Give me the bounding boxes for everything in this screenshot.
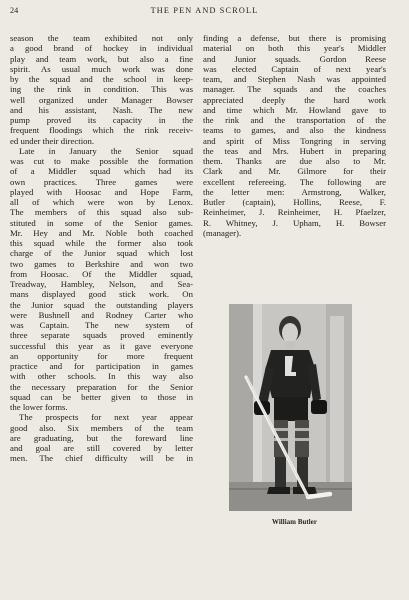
text-line: finding a defense, but there is promising bbox=[203, 33, 386, 43]
text-line: the teas and Mrs. Hubert in preparing bbox=[203, 145, 386, 156]
text-line: (manager). bbox=[203, 227, 242, 238]
text-line: charge of the Junior squad which lost bbox=[10, 248, 193, 259]
text-line: were Bushnell and Rodney Carter who bbox=[10, 309, 193, 320]
text-line: team, and Stephen Nash was appointed bbox=[203, 74, 386, 84]
text-line: material on both this year's Middler bbox=[203, 43, 386, 54]
text-line: and goal are still covered by letter bbox=[10, 443, 193, 453]
text-line: with other schools. In this way also bbox=[10, 371, 193, 382]
text-line: are graduating, but the foreward line bbox=[10, 432, 193, 443]
text-line: Late in January the Senior squad bbox=[19, 145, 193, 156]
text-line: and Junior squads. Gordon Reese bbox=[203, 53, 386, 64]
text-line: stituted in some of the Senior games. bbox=[10, 217, 193, 228]
text-line: by the squad and the school in keep- bbox=[10, 74, 193, 84]
text-line: excellent refereeing. The following are bbox=[203, 176, 386, 187]
text-line: ing the rink in condition. This was bbox=[10, 84, 193, 95]
text-line: from Hoosac. Of the Middler squad, bbox=[10, 268, 193, 279]
text-line: of a Middler squad which had its bbox=[10, 166, 193, 177]
text-line: the necessary preparation for the Senior bbox=[10, 381, 193, 392]
text-line: spirit. As usual much work was done bbox=[10, 63, 193, 74]
text-line: a good brand of hockey in individual bbox=[10, 43, 193, 54]
text-line: frequent floodings which the rink receiv- bbox=[10, 125, 193, 136]
text-line: practice and for participation in games bbox=[10, 361, 193, 371]
text-line: successful this year as it gave everyone bbox=[10, 340, 193, 351]
text-line: was cut to make possible the formation bbox=[10, 156, 193, 166]
text-line: appreciated deeply the hard work bbox=[203, 94, 386, 105]
photo-caption: William Butler bbox=[272, 519, 317, 526]
text-line: Clark and Mr. Gilmore for their bbox=[203, 166, 386, 177]
hockey-player-illustration bbox=[229, 304, 352, 511]
text-line: The prospects for next year appear bbox=[19, 412, 193, 423]
text-line: R. Whitney, J. Upham, H. Bowser bbox=[203, 217, 386, 228]
left-text-column bbox=[10, 33, 193, 464]
text-line: this squad while the former also took bbox=[10, 238, 193, 248]
text-line: men. The chief difficulty will be in bbox=[10, 453, 193, 464]
text-line: Treadway, Hambley, Nelson, and Sea- bbox=[10, 279, 193, 289]
text-line: and spirit of Miss Tongring in serving bbox=[203, 135, 386, 146]
text-line: an opportunity for more frequent bbox=[10, 350, 193, 361]
text-line: play and team work, but also a fine bbox=[10, 53, 193, 64]
text-line: mans displayed good stick work. On bbox=[10, 289, 193, 300]
text-line: the letter men: Armstrong, Walker, bbox=[203, 186, 386, 197]
running-title: THE PEN AND SCROLL bbox=[150, 6, 259, 15]
text-line: two games to Berkshire and won two bbox=[10, 258, 193, 269]
text-line: all of which were won by Lenox. bbox=[10, 197, 193, 207]
text-line: manager. The squads and the coaches bbox=[203, 84, 386, 95]
text-line: and his assistant, Nash. The new bbox=[10, 104, 193, 115]
text-line: Butler (captain), Hollins, Reese, F. bbox=[203, 197, 386, 207]
text-line: Reinheimer, J. Reinheimer, H. Pfaelzer, bbox=[203, 207, 386, 218]
text-line: played with Hoosac and Hope Farm, bbox=[10, 186, 193, 197]
text-line: teams to games, and also the kindness bbox=[203, 125, 386, 136]
text-line: three separate squads proved eminently bbox=[10, 330, 193, 341]
hockey-player-photo bbox=[229, 304, 352, 511]
text-line: and time which Mr. Howland gave to bbox=[203, 104, 386, 115]
text-line: Mr. Hey and Mr. Noble both coached bbox=[10, 227, 193, 238]
text-line: was Captain. The new system of bbox=[10, 320, 193, 330]
text-line: the rink and the transportation of the bbox=[203, 115, 386, 125]
text-line: them. Thanks are due also to Mr. bbox=[203, 156, 386, 166]
text-line: season the team exhibited not only bbox=[10, 33, 193, 43]
text-line: ed under their direction. bbox=[10, 135, 95, 146]
text-line: the Junior squad the outstanding players bbox=[10, 299, 193, 310]
text-line: own practices. Three games were bbox=[10, 176, 193, 187]
text-line: was elected Captain of next year's bbox=[203, 63, 386, 74]
page-header bbox=[10, 6, 399, 22]
right-text-column bbox=[203, 33, 386, 238]
text-line: squad can be better given to those in bbox=[10, 391, 193, 402]
text-line: the lower forms. bbox=[10, 402, 68, 412]
page-number: 24 bbox=[10, 6, 19, 15]
text-line: well organized under Manager Bowser bbox=[10, 94, 193, 105]
text-line: good also. Six members of the team bbox=[10, 422, 193, 433]
text-line: The members of this squad also sub- bbox=[10, 207, 193, 218]
text-line: pump proved its capacity in the bbox=[10, 115, 193, 125]
